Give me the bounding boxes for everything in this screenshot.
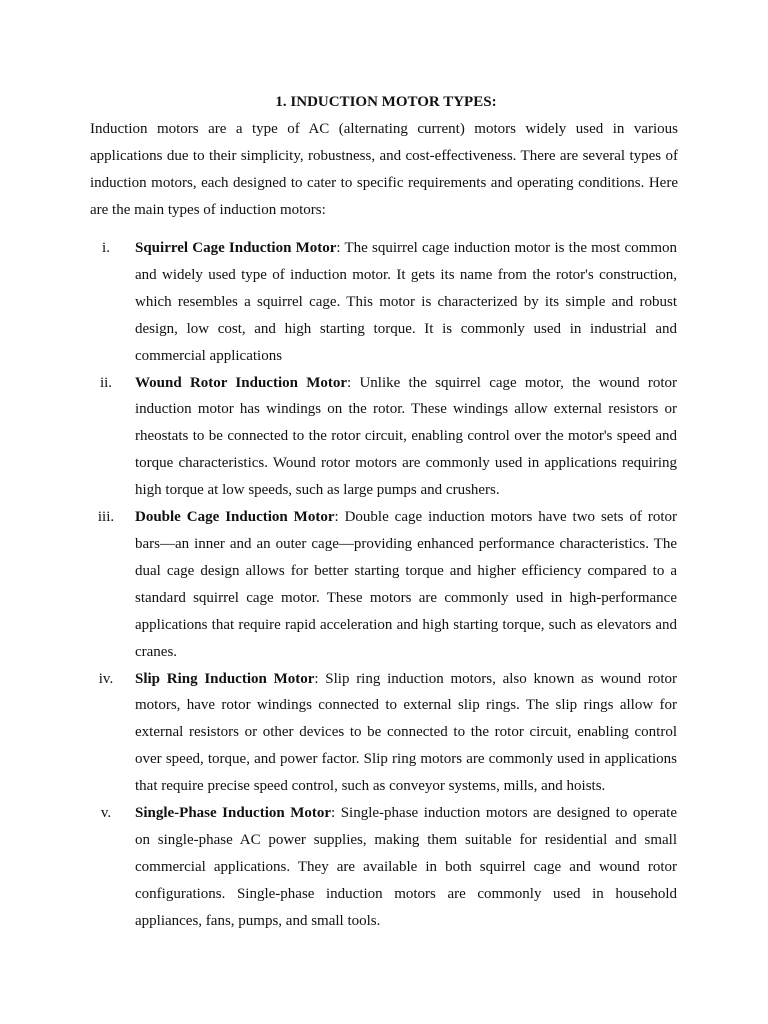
list-item-text (135, 800, 677, 935)
section-heading: 1. INDUCTION MOTOR TYPES: (275, 94, 497, 110)
list-numeral: ii. (99, 374, 113, 391)
intro-paragraph: Induction motors are a type of AC (alternating current) motors widely used in various applications due to their simplicity, robustness, and cost-effectiveness. There are several types of induction motors, each designed to cater to specific requirements and operating conditions. Here are the main types of induction motors: (90, 121, 678, 218)
list-item-text (135, 666, 677, 801)
motor-type-name: Squirrel Cage Induction Motor (135, 240, 337, 256)
list-item-text (135, 235, 677, 370)
motor-types-list (0, 235, 768, 935)
motor-type-description: : Unlike the squirrel cage motor, the wound rotor induction motor has windings on the rotor. These windings allow external resistors or rheostats to be connected to the rotor circuit, enabling control over the motor's speed and torque characteristics. Wound rotor motors are commonly used in applications requiring high torque at low speeds, such as large pumps and crushers. (135, 374, 677, 499)
motor-type-name: Slip Ring Induction Motor (135, 670, 315, 687)
list-item-text (135, 370, 677, 505)
motor-type-description: : Slip ring induction motors, also known as wound rotor motors, have rotor windings connected to external slip rings. The slip rings allow for external resistors or other devices to be connected to the rotor circuit, enabling control over speed, torque, and power factor. Slip ring motors are commonly used in applications that require precise speed control, such as conveyor systems, mills, and hoists. (135, 670, 677, 795)
list-numeral: iii. (97, 509, 115, 526)
motor-type-description: : Single-phase induction motors are designed to operate on single-phase AC power supplies, making them suitable for residential and small commercial applications. They are available in both squirrel cage and wound rotor configurations. Single-phase induction motors are commonly used in household appliances, fans, pumps, and small tools. (135, 805, 677, 929)
list-item (0, 370, 768, 505)
list-item (0, 504, 768, 665)
motor-type-name: Double Cage Induction Motor (135, 509, 335, 526)
list-item (0, 666, 768, 801)
motor-type-description: : The squirrel cage induction motor is the most common and widely used type of induction motor. It gets its name from the rotor's construction, which resembles a squirrel cage. This motor is characterized by its simple and robust design, low cost, and high starting torque. It is commonly used in industrial and commercial applications (135, 240, 677, 364)
motor-type-name: Wound Rotor Induction Motor (135, 374, 348, 391)
list-item (0, 800, 768, 935)
list-item (0, 235, 768, 370)
list-numeral: v. (100, 805, 112, 822)
list-numeral: iv. (98, 670, 114, 687)
motor-type-description: : Double cage induction motors have two sets of rotor bars—an inner and an outer cage—providing enhanced performance characteristics. The dual cage design allows for better starting torque and higher efficiency compared to a standard squirrel cage motor. These motors are commonly used in high-performance applications that require rapid acceleration and high starting torque, such as elevators and cranes. (135, 509, 677, 660)
motor-type-name: Single-Phase Induction Motor (135, 805, 332, 822)
list-numeral: i. (102, 240, 110, 256)
list-item-text (135, 504, 677, 665)
